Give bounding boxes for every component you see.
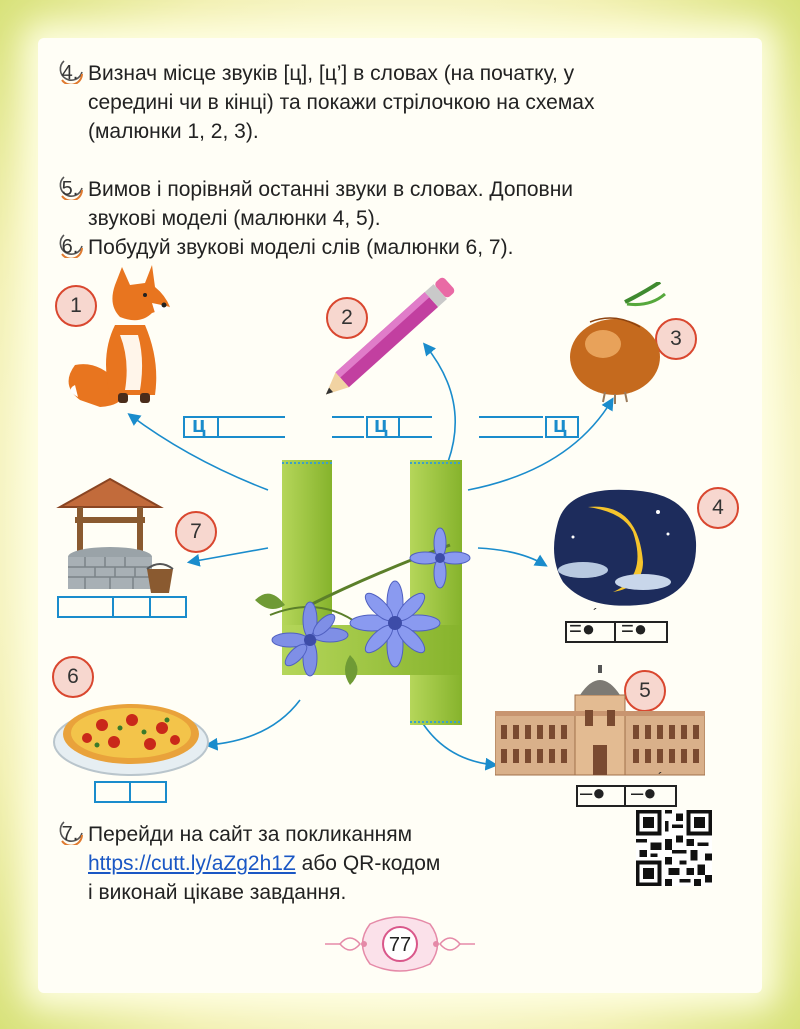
- task-4-line-2: середині чи в кінці) та покажи стрілочкою на схемах: [88, 91, 595, 114]
- scheme-4-marks-2: =●: [621, 616, 648, 641]
- badge-1: 1: [55, 285, 97, 327]
- scheme-5-marks-2: –●: [631, 780, 657, 805]
- badge-4: 4: [697, 487, 739, 529]
- scheme-4-accent: ´: [593, 605, 598, 621]
- scheme-4: [565, 605, 668, 641]
- well-picture: [55, 477, 180, 595]
- task-number-6: 6.: [58, 232, 84, 258]
- scheme-1: [183, 412, 285, 437]
- arrow-to-moon: [478, 548, 545, 565]
- pencil-picture: [305, 270, 480, 400]
- badge-6: 6: [52, 656, 94, 698]
- moon-picture: [548, 482, 698, 612]
- task-7-line-2: [58, 849, 440, 878]
- page-number: 77: [388, 934, 412, 956]
- badge-5: 5: [624, 670, 666, 712]
- badge-7: 7: [175, 511, 217, 553]
- scheme-3: [479, 412, 579, 437]
- task-5-line-2: звукові моделі (малюнки 4, 5).: [88, 207, 381, 230]
- task-7-line-2-rest: або QR-кодом: [295, 852, 441, 875]
- task-7-line-1: Перейди на сайт за покликанням: [88, 823, 413, 846]
- scheme-2: [332, 412, 432, 437]
- task-7-link[interactable]: https://cutt.ly/aZg2h1Z: [88, 852, 296, 875]
- pizza-picture: [52, 690, 210, 778]
- scheme-5: [576, 769, 677, 805]
- badge-3: 3: [655, 318, 697, 360]
- task-number-5: 5.: [58, 174, 84, 200]
- task-5-line-1: Вимов і порівняй останні звуки в словах. Доповни: [88, 178, 574, 201]
- scheme-2-letter: ц: [374, 412, 388, 437]
- scheme-4-marks-1: =●: [569, 616, 596, 641]
- scheme-1-letter: ц: [192, 412, 206, 437]
- fox-picture: [60, 265, 180, 415]
- scheme-6: [94, 781, 167, 801]
- arrow-to-onion: [468, 400, 612, 490]
- task-4-line-3: (малюнки 1, 2, 3).: [88, 120, 259, 143]
- task-6-line-1: Побудуй звукові моделі слів (малюнки 6, 7).: [88, 236, 514, 259]
- scheme-5-marks-1: –●: [580, 780, 606, 805]
- scheme-5-accent: ´: [658, 769, 663, 785]
- letter-ts-picture: [250, 455, 480, 730]
- qr-code-icon[interactable]: [636, 810, 712, 886]
- task-7: [58, 819, 440, 907]
- task-7-line-3: і виконай цікаве завдання.: [88, 881, 347, 904]
- scheme-3-letter: ц: [553, 412, 567, 437]
- task-number-4: 4.: [58, 58, 84, 84]
- task-4-line-1: Визнач місце звуків [ц], [ц’] в словах (на початку, у: [88, 62, 575, 85]
- onion-picture: [565, 282, 705, 407]
- task-number-7: 7.: [58, 819, 84, 845]
- building-picture: [495, 665, 705, 777]
- badge-2: 2: [326, 297, 368, 339]
- scheme-7: [57, 596, 187, 616]
